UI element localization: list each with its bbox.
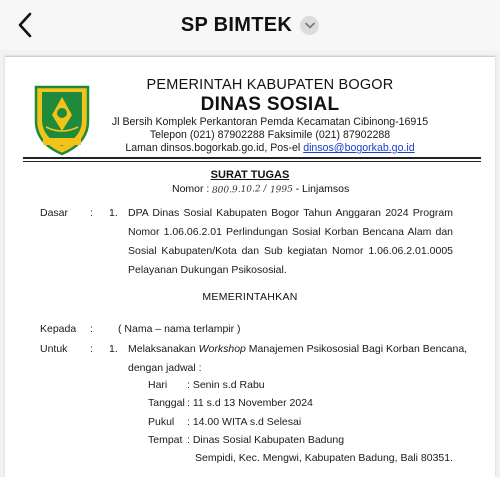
dasar-number: 1. bbox=[109, 207, 118, 219]
schedule-hari-label: Hari bbox=[148, 379, 168, 391]
schedule-pukul-value: : 14.00 WITA s.d Selesai bbox=[187, 416, 302, 428]
schedule-tanggal-value: : 11 s.d 13 November 2024 bbox=[187, 397, 313, 409]
dasar-text: DPA Dinas Sosial Kabupaten Bogor Tahun Anggaran 2024 Program Nomor 1.06.06.2.01 Perlindungan Sosial Korban Bencana Alam dan Sosial Kabupaten/Kota dan Sub kegiatan Nomor 1.06.06.2.01.0005 Pelayanan Dukungan Psikososial. bbox=[128, 207, 453, 276]
memerintahkan-heading: MEMERINTAHKAN bbox=[202, 291, 298, 303]
untuk-number: 1. bbox=[109, 343, 118, 355]
schedule-tempat-label: Tempat bbox=[148, 434, 183, 446]
letterhead-rule-thick bbox=[23, 157, 481, 159]
kepada-colon: : bbox=[90, 323, 93, 335]
app-bar bbox=[0, 0, 500, 50]
agency-phone: Telepon (021) 87902288 Faksimile (021) 87902288 bbox=[149, 129, 391, 141]
schedule-tempat-value: : Dinas Sosial Kabupaten Badung bbox=[187, 434, 345, 446]
agency-web bbox=[105, 142, 435, 155]
letter-number bbox=[172, 183, 349, 195]
nomor-handwritten-2: 1995 bbox=[269, 184, 293, 196]
chevron-down-icon bbox=[305, 22, 315, 29]
title-dropdown-button[interactable] bbox=[300, 16, 319, 35]
letter-heading: SURAT TUGAS bbox=[210, 169, 290, 181]
untuk-line2: dengan jadwal : bbox=[128, 362, 202, 374]
untuk-suffix: Manajemen Psikososial Bagi Korban Bencana, bbox=[245, 343, 468, 355]
kepada-text: ( Nama – nama terlampir ) bbox=[118, 323, 241, 335]
schedule-hari-value: : Senin s.d Rabu bbox=[187, 379, 265, 391]
untuk-text bbox=[128, 340, 467, 359]
schedule-tanggal-label: Tanggal bbox=[148, 397, 185, 409]
dasar-colon: : bbox=[90, 207, 93, 219]
nomor-handwritten: 800.9.10.2 / bbox=[212, 184, 267, 196]
nomor-suffix: - Linjamsos bbox=[292, 183, 350, 195]
email-link[interactable]: dinsos@bogorkab.go.id bbox=[303, 142, 415, 154]
nomor-label: Nomor : bbox=[172, 183, 213, 195]
agency-address: Jl Bersih Komplek Perkantoran Pemda Kecamatan Cibinong-16915 bbox=[111, 116, 429, 128]
untuk-italic: Workshop bbox=[198, 343, 246, 355]
government-name: PEMERINTAH KABUPATEN BOGOR bbox=[146, 77, 394, 93]
kabupaten-bogor-logo bbox=[32, 83, 92, 157]
dasar-label: Dasar bbox=[40, 207, 69, 219]
schedule-pukul-label: Pukul bbox=[148, 416, 175, 428]
untuk-prefix: Melaksanakan bbox=[128, 343, 199, 355]
untuk-label: Untuk bbox=[40, 343, 68, 355]
agency-name: DINAS SOSIAL bbox=[200, 94, 340, 115]
document-page[interactable] bbox=[5, 56, 495, 477]
app-title: SP BIMTEK bbox=[180, 13, 293, 36]
schedule-tempat-line2: Sempidi, Kec. Mengwi, Kabupaten Badung, Bali 80351. bbox=[195, 452, 454, 464]
letterhead-rule-thin bbox=[23, 161, 481, 162]
letterhead bbox=[105, 77, 435, 155]
web-label: Laman dinsos.bogorkab.go.id, Pos-el bbox=[125, 142, 304, 154]
kepada-label: Kepada bbox=[40, 323, 77, 335]
untuk-colon: : bbox=[90, 343, 93, 355]
